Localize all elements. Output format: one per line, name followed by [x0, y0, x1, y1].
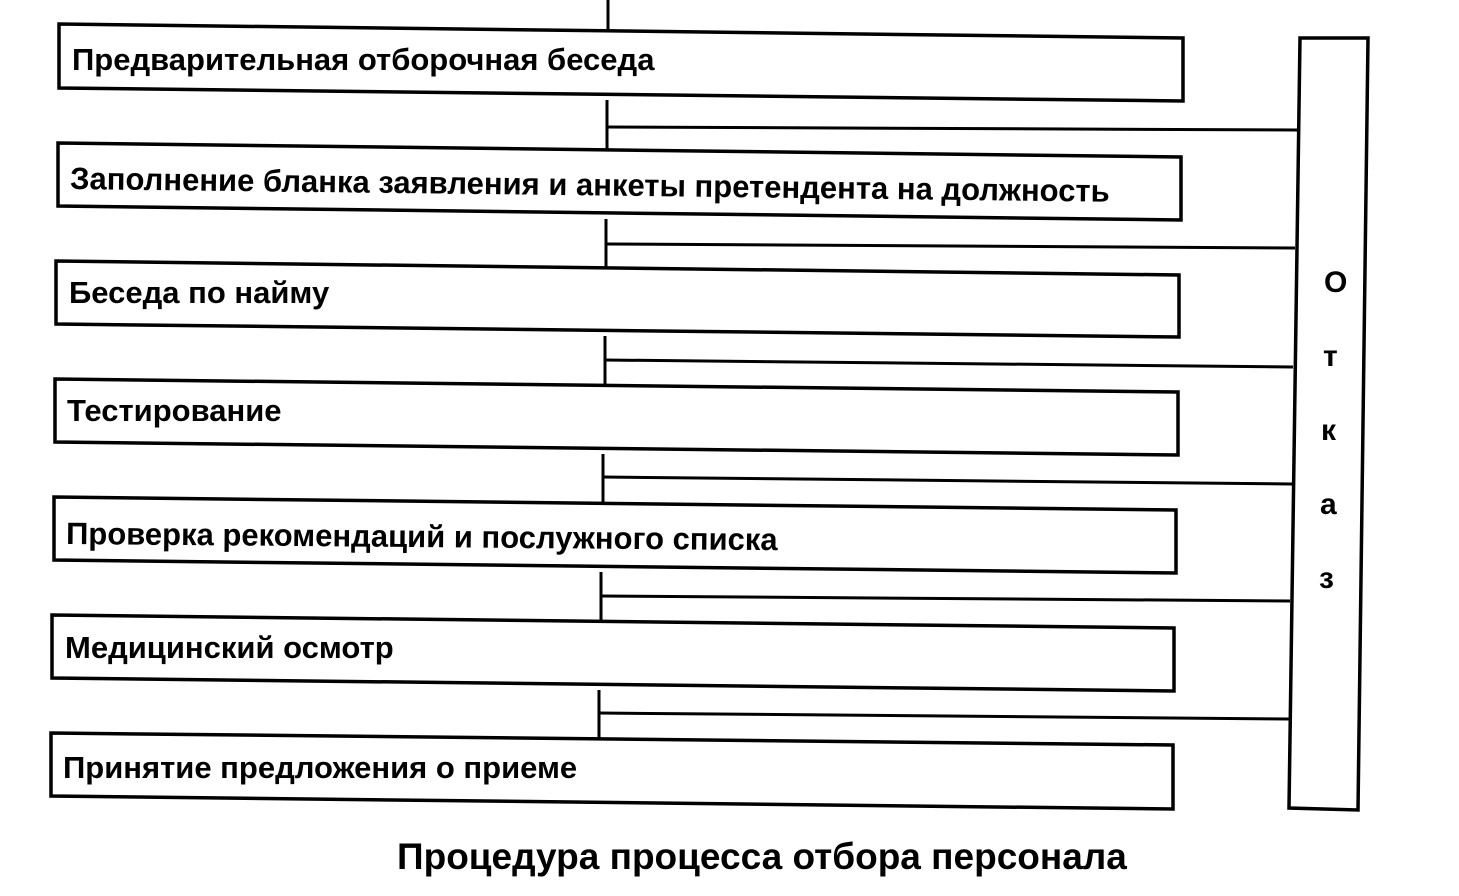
step-box-4: [55, 379, 1178, 455]
step-label-6: Медицинский осмотр: [65, 630, 394, 665]
step-label-1: Предварительная отборочная беседа: [72, 42, 655, 77]
diagram-caption: Процедура процесса отбора персонала: [397, 836, 1127, 877]
refusal-branch-1: [607, 127, 1297, 130]
step-label-7: Принятие предложения о приеме: [63, 750, 578, 785]
step-box-1: [59, 24, 1183, 101]
step-box-3: [56, 261, 1179, 337]
step-box-2: [58, 143, 1181, 220]
step-boxes: [51, 24, 1183, 809]
refusal-letter-1: О: [1324, 266, 1348, 299]
step-label-4: Тестирование: [67, 393, 282, 428]
refusal-letter-5: з: [1319, 562, 1334, 595]
refusal-branch-5: [601, 596, 1290, 601]
refusal-box: [1289, 38, 1368, 810]
refusal-letter-4: а: [1320, 488, 1337, 521]
refusal-letter-2: т: [1323, 340, 1338, 373]
step-label-2: Заполнение бланка заявления и анкеты претендента на должность: [69, 161, 1110, 209]
step-box-5: [54, 497, 1176, 573]
step-box-7: [51, 733, 1173, 809]
refusal-branch-2: [606, 244, 1295, 248]
step-label-3: Беседа по найму: [69, 275, 330, 310]
refusal-branch-6: [599, 713, 1289, 719]
refusal-branch-4: [603, 477, 1292, 484]
step-box-6: [52, 615, 1174, 691]
step-label-5: Проверка рекомендаций и послужного списка: [65, 516, 778, 558]
refusal-letter-3: к: [1321, 414, 1337, 447]
refusal-branch-3: [605, 360, 1293, 367]
